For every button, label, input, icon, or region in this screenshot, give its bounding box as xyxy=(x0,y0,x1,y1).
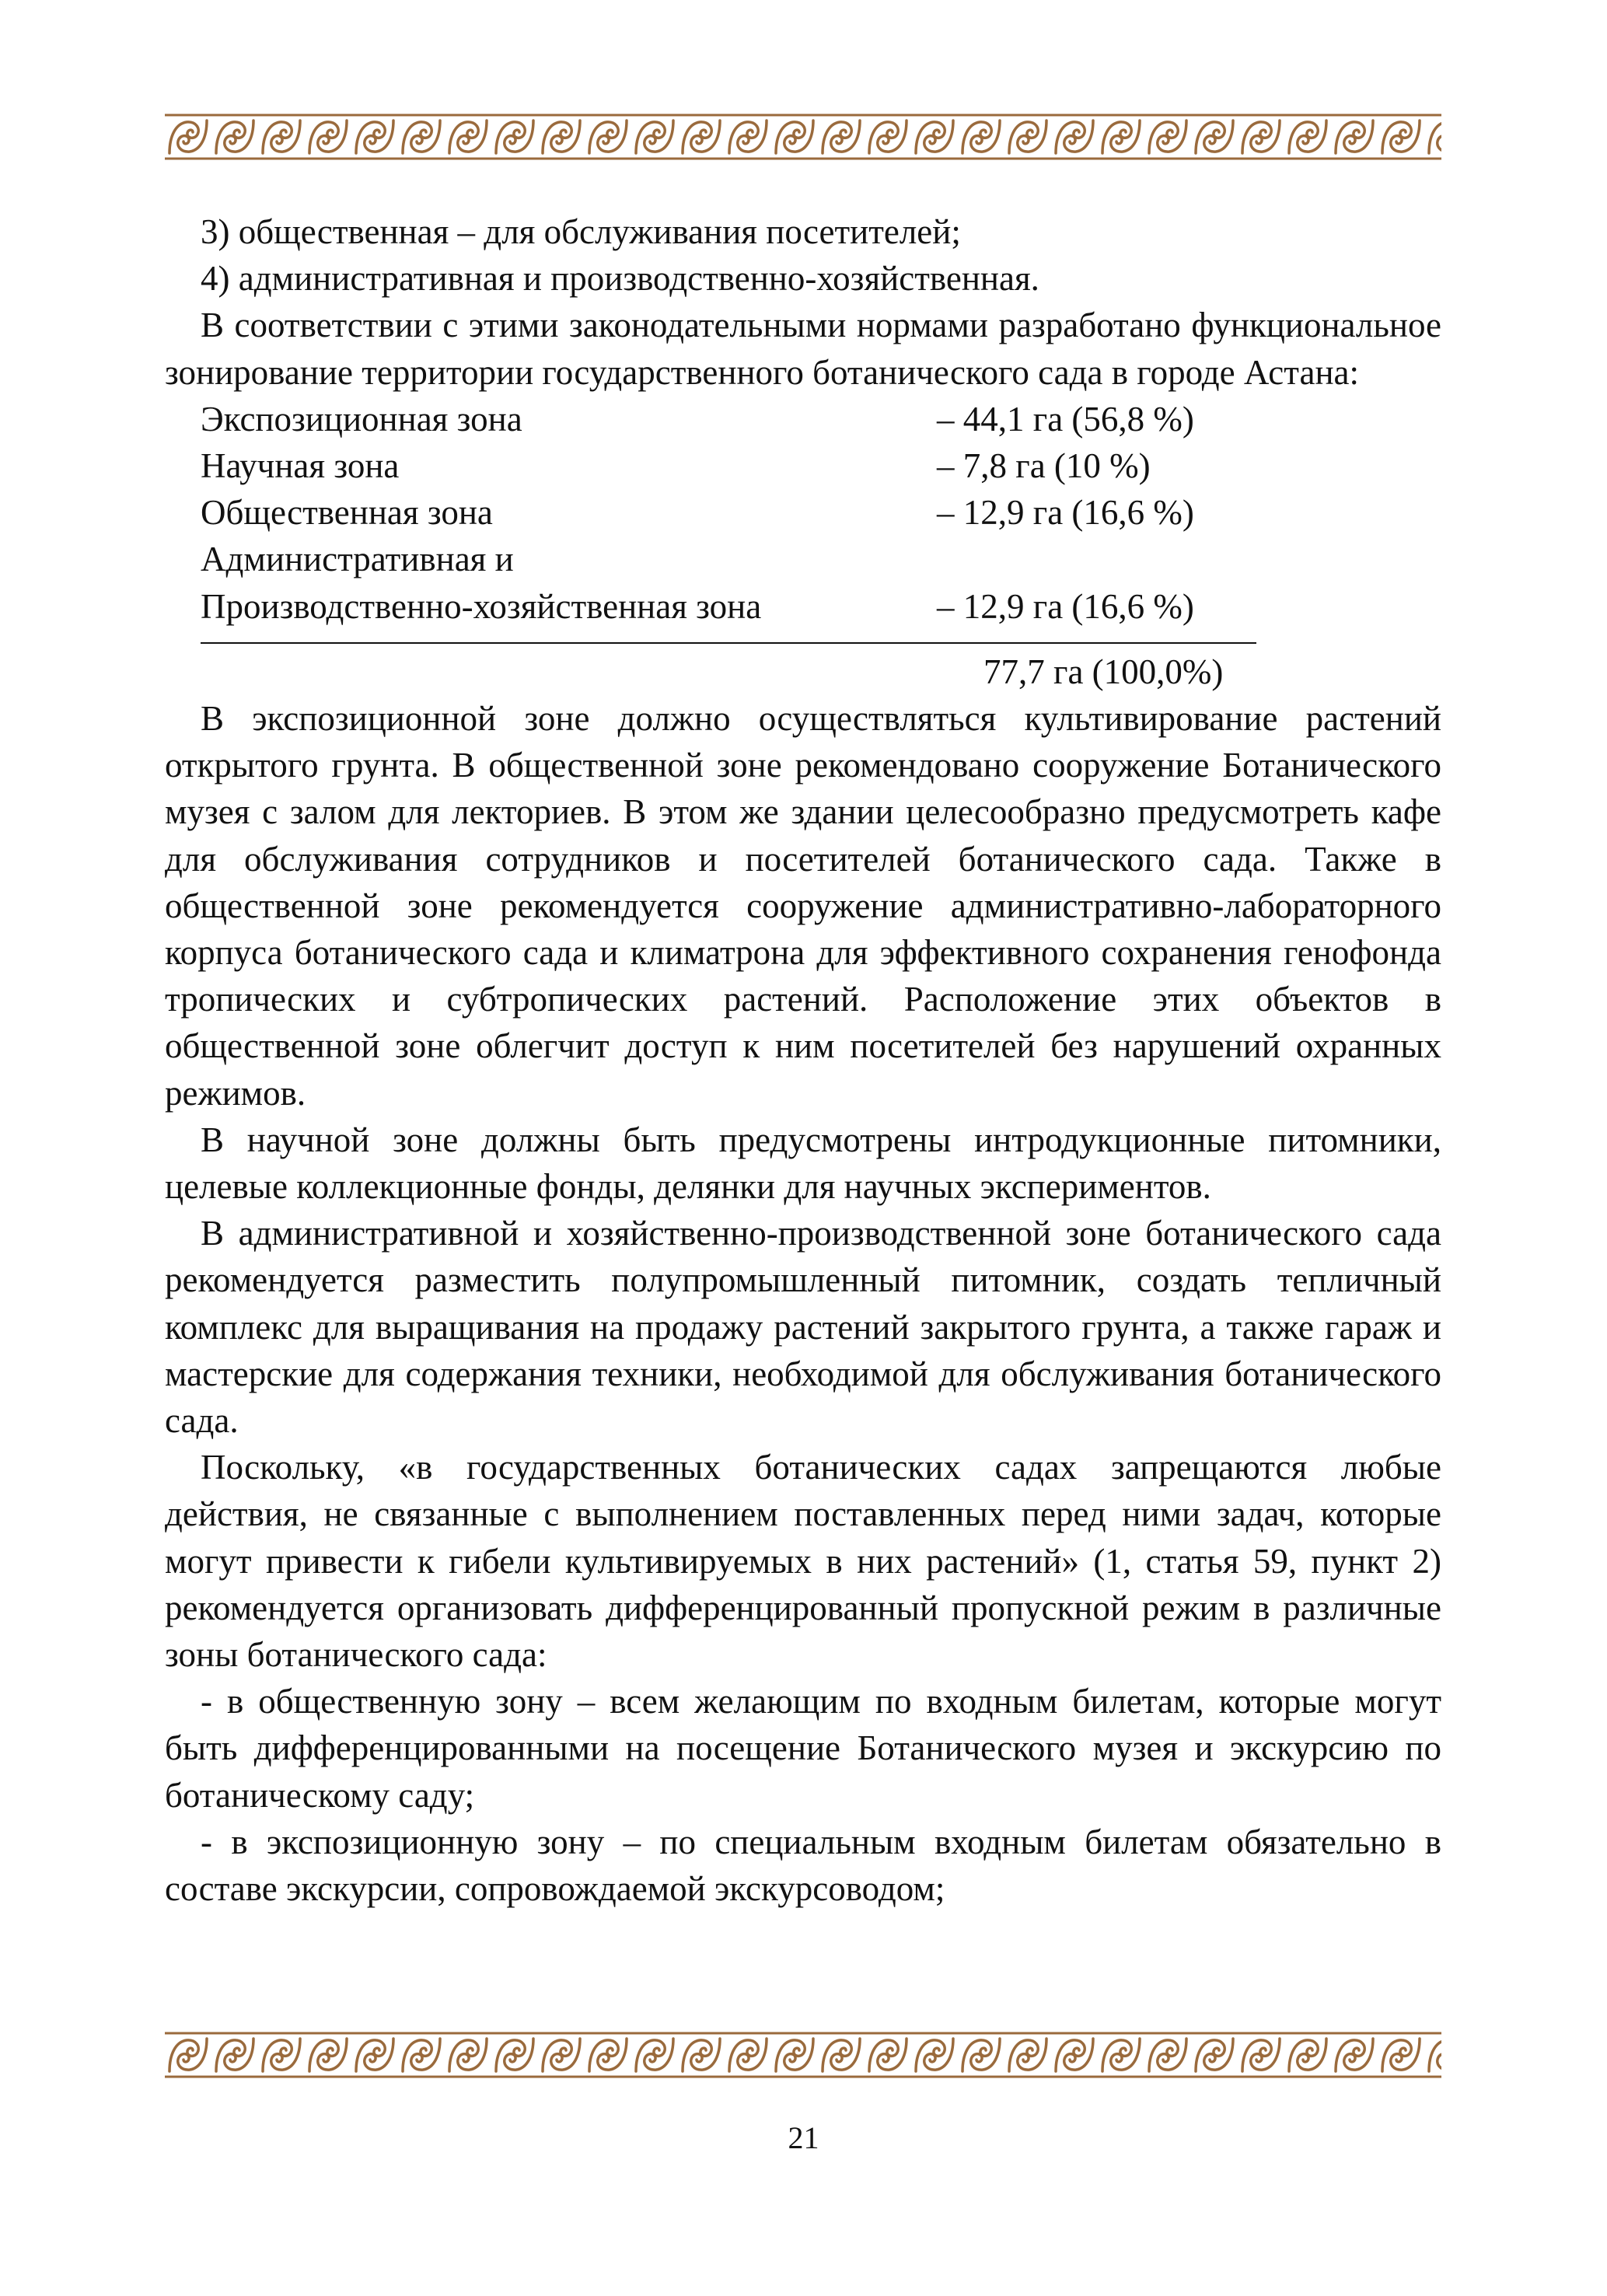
zone-row xyxy=(165,489,1441,536)
paragraph-access-regime: Поскольку, «в государственных ботанических садах запрещаются любые действия, не связанные с выполнением поставленных перед ними задач, которые могут привести к гибели культивируемых в них растений» (1, статья 59, пункт 2) рекомендуется организовать дифференцированный пропускной режим в различные зоны ботанического сада: xyxy=(165,1448,1441,1674)
paragraph-intro: В соответствии с этими законодательными нормами разработано функциональное зонирование территории государственного ботанического сада в городе Астана: xyxy=(165,306,1441,392)
zone-value: – 7,8 га (10 %) xyxy=(937,446,1151,485)
zone-name: Научная зона xyxy=(201,446,400,485)
paragraph-exposition-zone: В экспозиционной зоне должно осуществляться культивирование растений открытого грунта. В общественной зоне рекомендовано сооружение Ботанического музея с залом для лекториев. В этом же здании целесообразно предусмотреть кафе для обслуживания сотрудников и посетителей ботанического сада. Также в общественной зоне рекомендуется сооружение административно-лабораторного корпуса ботанического сада и климатрона для эффективного сохранения генофонда тропических и субтропических растений. Расположение этих объектов в общественной зоне облегчит доступ к ним посетителей без нарушений охранных режимов. xyxy=(165,698,1441,1113)
total-divider xyxy=(165,630,1441,648)
ornament-pattern xyxy=(165,2031,1441,2079)
ornament-pattern xyxy=(165,113,1441,161)
zone-name: Общественная зона xyxy=(201,493,493,533)
paragraph-admin-zone: В административной и хозяйственно-производственной зоне ботанического сада рекомендуется разместить полупромышленный питомник, создать тепличный комплекс для выращивания на продажу растений закрытого грунта, а также гараж и мастерские для содержания техники, необходимой для обслуживания ботанического сада. xyxy=(165,1214,1441,1440)
zone-value: – 12,9 га (16,6 %) xyxy=(937,586,1194,626)
zone-table xyxy=(165,396,1441,695)
zone-name: Производственно-хозяйственная зона xyxy=(201,586,762,626)
zone-name: Административная и xyxy=(201,540,514,579)
top-ornament-border xyxy=(165,113,1441,161)
page-body xyxy=(165,208,1441,1912)
paragraph-exposition-zone-access: - в экспозиционную зону – по специальным входным билетам обязательно в составе экскурсии, сопровождаемой экскурсоводом; xyxy=(165,1822,1441,1909)
zone-total-row xyxy=(165,648,1441,695)
list-item-3: 3) общественная – для обслуживания посетителей; xyxy=(201,212,961,251)
page-number: 21 xyxy=(788,2120,819,2155)
paragraph-public-zone-access: - в общественную зону – всем желающим по входным билетам, которые могут быть дифференцированными на посещение Ботанического музея и экскурсию по ботаническому саду; xyxy=(165,1682,1441,1815)
zone-row xyxy=(165,396,1441,442)
zone-value: – 12,9 га (16,6 %) xyxy=(937,493,1194,533)
zone-value: – 44,1 га (56,8 %) xyxy=(937,399,1194,439)
zone-row xyxy=(165,536,1441,582)
zone-row xyxy=(165,442,1441,489)
paragraph-science-zone: В научной зоне должны быть предусмотрены интродукционные питомники, целевые коллекционные фонды, делянки для научных экспериментов. xyxy=(165,1120,1441,1206)
zone-total: 77,7 га (100,0%) xyxy=(983,652,1224,691)
zone-row xyxy=(165,583,1441,630)
divider-line xyxy=(201,642,1256,644)
zone-name: Экспозиционная зона xyxy=(201,399,522,439)
list-item-4: 4) административная и производственно-хозяйственная. xyxy=(201,259,1039,299)
bottom-ornament-border xyxy=(165,2031,1441,2079)
